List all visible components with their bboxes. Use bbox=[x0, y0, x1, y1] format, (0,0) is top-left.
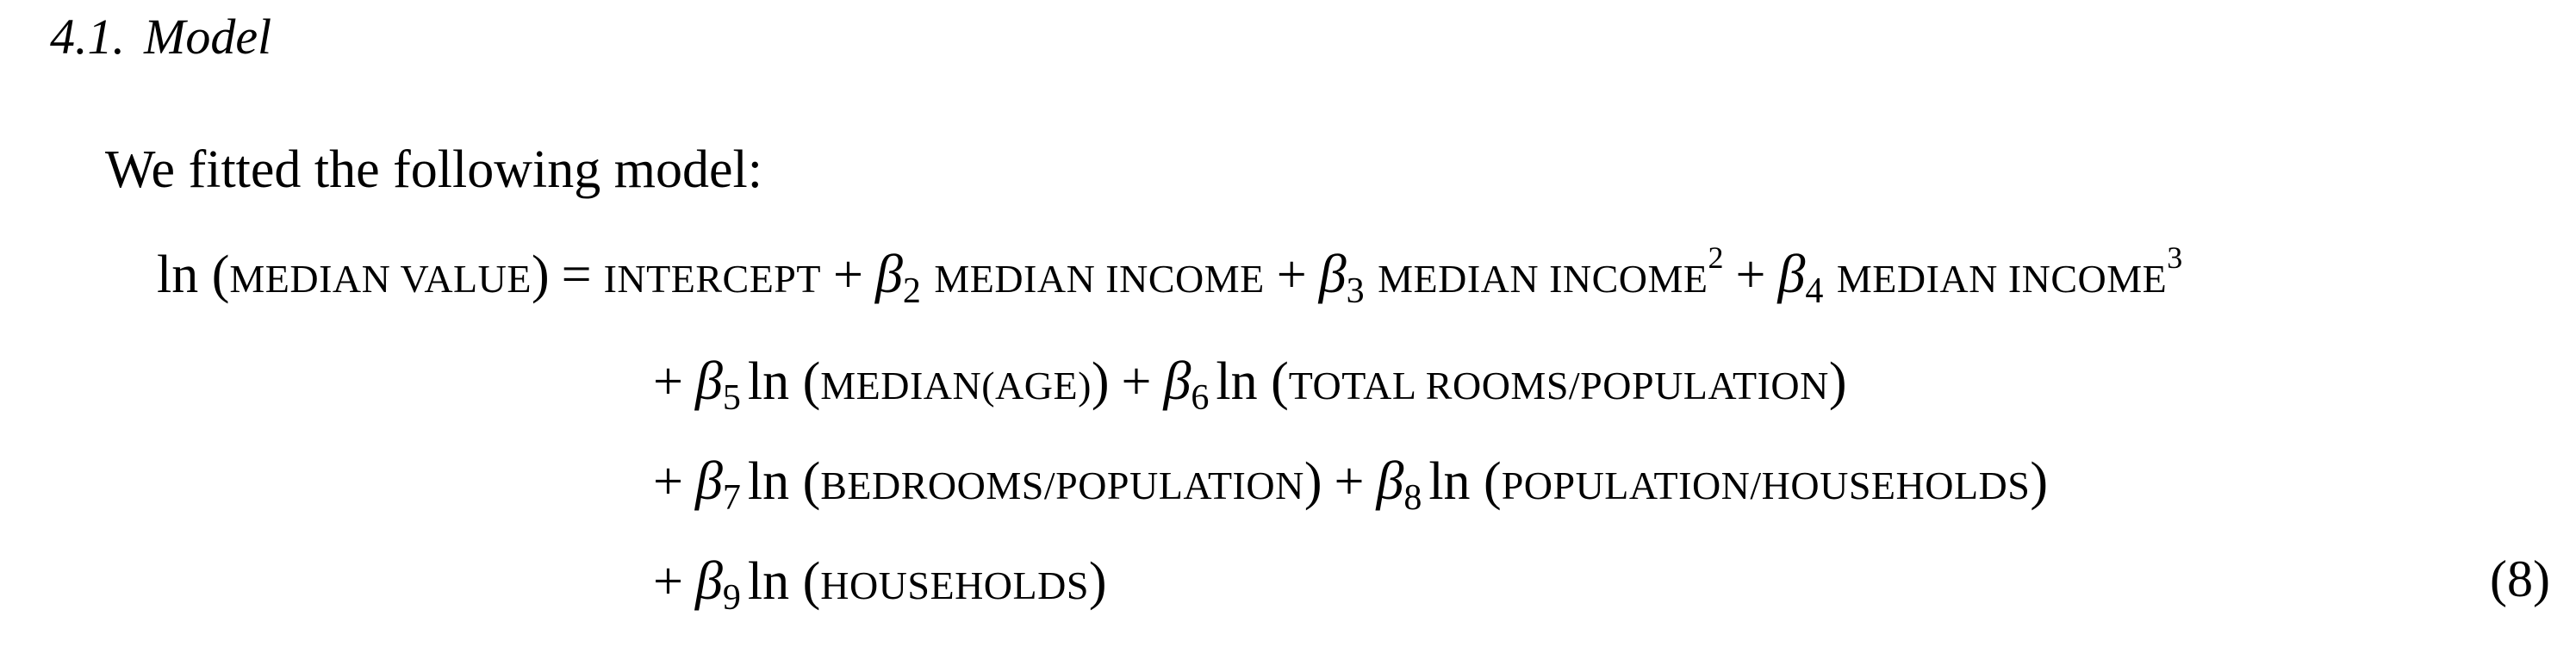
beta-symbol: β bbox=[874, 243, 903, 304]
beta-subscript: 8 bbox=[1403, 478, 1422, 518]
intro-text: We fitted the following model: bbox=[105, 140, 762, 199]
term-label: MEDIAN INCOME bbox=[1836, 257, 2168, 301]
equation-number: (8) bbox=[2490, 551, 2550, 607]
ln-operator: ln bbox=[747, 552, 790, 611]
beta-subscript: 9 bbox=[722, 578, 741, 618]
term-label: MEDIAN INCOME bbox=[934, 257, 1265, 301]
term-label: POPULATION/HOUSEHOLDS bbox=[1501, 464, 2031, 507]
plus-sign: + bbox=[653, 552, 683, 611]
section-number: 4.1. bbox=[50, 9, 125, 65]
plus-sign: + bbox=[653, 452, 683, 511]
term-label: MEDIAN INCOME bbox=[1378, 257, 1708, 301]
beta-symbol: β bbox=[694, 450, 723, 511]
beta-subscript: 6 bbox=[1191, 378, 1210, 418]
plus-sign: + bbox=[1735, 246, 1766, 304]
beta-subscript: 2 bbox=[902, 271, 921, 311]
beta-symbol: β bbox=[1376, 450, 1404, 511]
beta-subscript: 4 bbox=[1805, 271, 1824, 311]
ln-operator: ln bbox=[747, 352, 790, 411]
ln-operator: ln bbox=[747, 452, 790, 511]
beta-subscript: 3 bbox=[1346, 271, 1365, 311]
plus-sign: + bbox=[1276, 246, 1307, 304]
term-power: 3 bbox=[2167, 240, 2183, 275]
ln-operator: ln bbox=[1216, 352, 1258, 411]
beta-subscript: 5 bbox=[722, 378, 741, 418]
plus-sign: + bbox=[1121, 352, 1152, 411]
equals-sign: = bbox=[561, 246, 592, 304]
section-heading bbox=[50, 9, 272, 65]
beta-symbol: β bbox=[694, 550, 723, 611]
plus-sign: + bbox=[1334, 452, 1365, 511]
term-label: HOUSEHOLDS bbox=[820, 563, 1089, 607]
lhs-variable: MEDIAN VALUE bbox=[229, 257, 532, 301]
equation-line-3: + $\beta_7$ ln (BEDROOMS/POPULATION) + $\beta_8$ ln (POPULATION/HOUSEHOLDS) bbox=[653, 450, 2049, 518]
ln-operator: ln bbox=[1428, 452, 1471, 511]
term-power: 2 bbox=[1708, 240, 1724, 275]
term-label: TOTAL ROOMS/POPULATION bbox=[1288, 364, 1829, 408]
term-label: MEDIAN(AGE) bbox=[820, 364, 1092, 408]
beta-subscript: 7 bbox=[722, 478, 741, 518]
beta-symbol: β bbox=[1777, 243, 1806, 304]
beta-symbol: β bbox=[1318, 243, 1347, 304]
equation-line-2: + $\beta_5$ ln (MEDIAN(AGE)) + $\beta_6$ ln (TOTAL ROOMS/POPULATION) bbox=[653, 350, 1847, 418]
intercept-term: INTERCEPT bbox=[603, 257, 821, 301]
term-label: BEDROOMS/POPULATION bbox=[820, 464, 1304, 507]
equation-line-1: ln (MEDIAN VALUE) = INTERCEPT + $\beta_2$ MEDIAN INCOME + $\beta_3$ MEDIAN $INCOME^2 + \beta_4$ MEDIAN INCOME$^3$ bbox=[157, 240, 2183, 311]
section-title: Model bbox=[144, 9, 272, 65]
plus-sign: + bbox=[832, 246, 863, 304]
beta-symbol: β bbox=[694, 350, 723, 411]
equation-line-4: + $\beta_9$ ln (HOUSEHOLDS) bbox=[653, 550, 1107, 618]
beta-symbol: β bbox=[1163, 350, 1192, 411]
plus-sign: + bbox=[653, 352, 683, 411]
ln-operator: ln bbox=[157, 246, 199, 304]
